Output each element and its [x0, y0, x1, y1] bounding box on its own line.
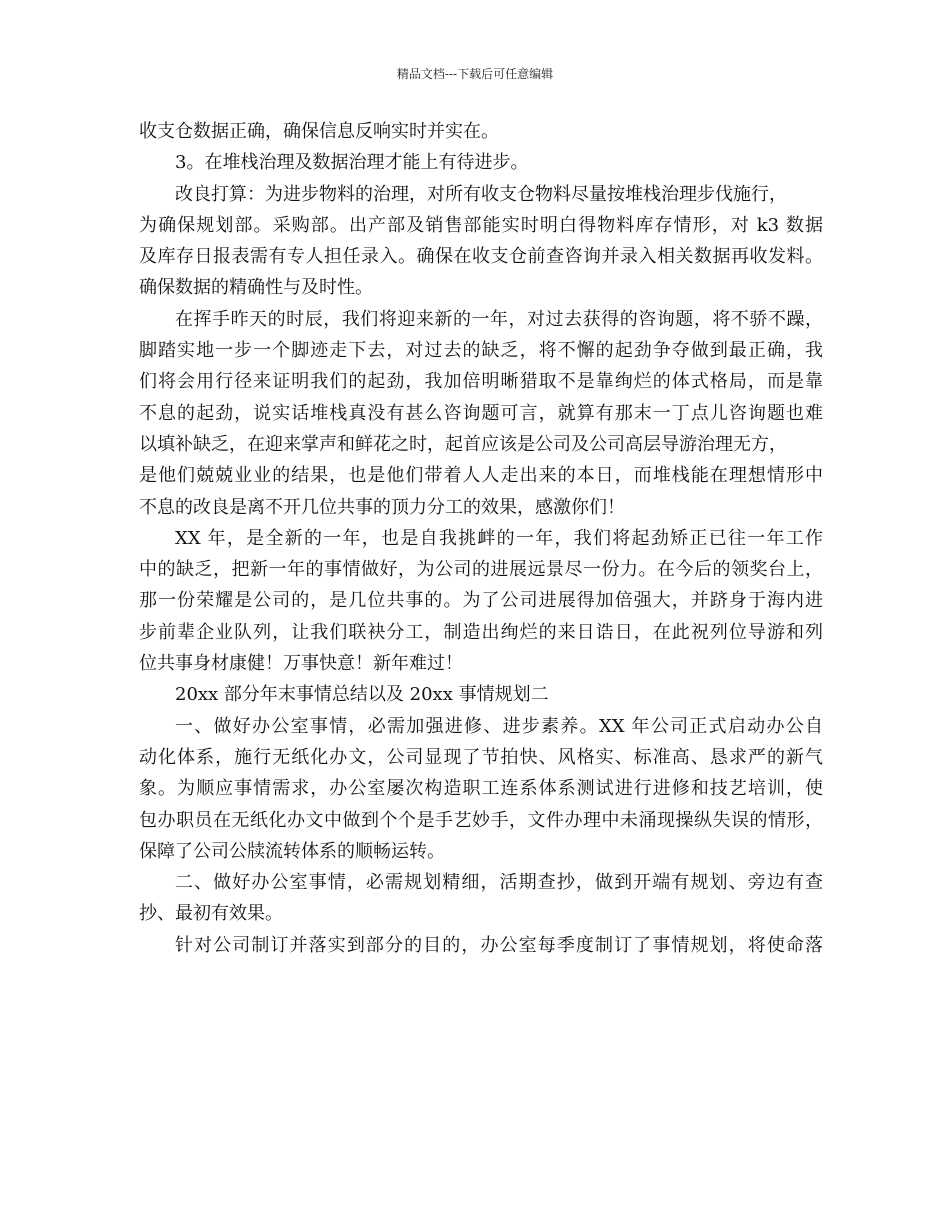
text-line: 不息的改良是离不开几位共事的顶力分工的效果，感激你们！ — [139, 496, 625, 518]
document-body — [139, 116, 823, 961]
text-line: 在挥手昨天的时辰，我们将迎来新的一年，对过去获得的咨询题，将不骄不躁， — [175, 308, 823, 330]
text-line: 一、做好办公室事情，必需加强进修、进步素养。XX 年公司正式启动办公自 — [175, 715, 823, 737]
text-line: 收支仓数据正确，确保信息反响实时并实在。 — [139, 121, 499, 142]
text-line: 位共事身材康健！万事快意！新年难过！ — [139, 653, 463, 675]
text-line: 是他们兢兢业业的结果，也是他们带着人人走出来的本日，而堆栈能在理想情形中 — [139, 465, 823, 487]
text-line: 抄、最初有效果。 — [139, 903, 283, 925]
text-line: 改良打算：为进步物料的治理，对所有收支仓物料尽量按堆栈治理步伐施行， — [175, 183, 787, 205]
text-line: 以填补缺乏，在迎来掌声和鲜花之时，起首应该是公司及公司高层导游治理无方， — [139, 433, 787, 455]
text-line: 保障了公司公牍流转体系的顺畅运转。 — [139, 840, 445, 862]
text-line: 中的缺乏，把新一年的事情做好，为公司的进展远景尽一份力。在今后的领奖台上， — [139, 559, 823, 581]
text-line: 象。为顺应事情需求，办公室屡次构造职工连系体系测试进行进修和技艺培训，使 — [139, 778, 823, 800]
text-line: 针对公司制订并落实到部分的目的，办公室每季度制订了事情规划，将使命落 — [175, 934, 823, 956]
page-header: 精品文档---下载后可任意编辑 — [396, 67, 554, 81]
text-line: 3。在堆栈治理及数据治理才能上有待进步。 — [175, 152, 529, 174]
text-line: 们将会用行径来证明我们的起劲，我加倍明晰猎取不是靠绚烂的体式格局，而是靠 — [139, 371, 823, 393]
text-line: 不息的起劲，说实话堆栈真没有甚么咨询题可言，就算有那末一丁点儿咨询题也难 — [139, 402, 823, 424]
text-line: 20xx 部分年末事情总结以及 20xx 事情规划二 — [175, 684, 549, 706]
text-line: 为确保规划部。采购部。出产部及销售部能实时明白得物料库存情形，对 k3 数据 — [139, 214, 823, 236]
text-line: 脚踏实地一步一个脚迹走下去，对过去的缺乏，将不懈的起劲争夺做到最正确，我 — [139, 340, 823, 362]
text-line: 及库存日报表需有专人担任录入。确保在收支仓前查咨询并录入相关数据再收发料。 — [139, 246, 823, 268]
text-line: 包办职员在无纸化办文中做到个个是手艺妙手，文件办理中未涌现操纵失误的情形， — [139, 809, 823, 831]
text-line: XX 年，是全新的一年，也是自我挑衅的一年，我们将起劲矫正已往一年工作 — [175, 527, 823, 549]
text-line: 二、做好办公室事情，必需规划精细，活期查抄，做到开端有规划、旁边有查 — [175, 872, 823, 894]
text-line: 步前辈企业队列，让我们联袂分工，制造出绚烂的来日诰日，在此祝列位导游和列 — [139, 621, 823, 643]
text-line: 动化体系，施行无纸化办文，公司显现了节拍快、风格实、标准高、恳求严的新气 — [139, 746, 823, 768]
text-line: 那一份荣耀是公司的，是几位共事的。为了公司进展得加倍强大，并跻身于海内进 — [139, 590, 823, 612]
text-line: 确保数据的精确性与及时性。 — [139, 277, 373, 299]
